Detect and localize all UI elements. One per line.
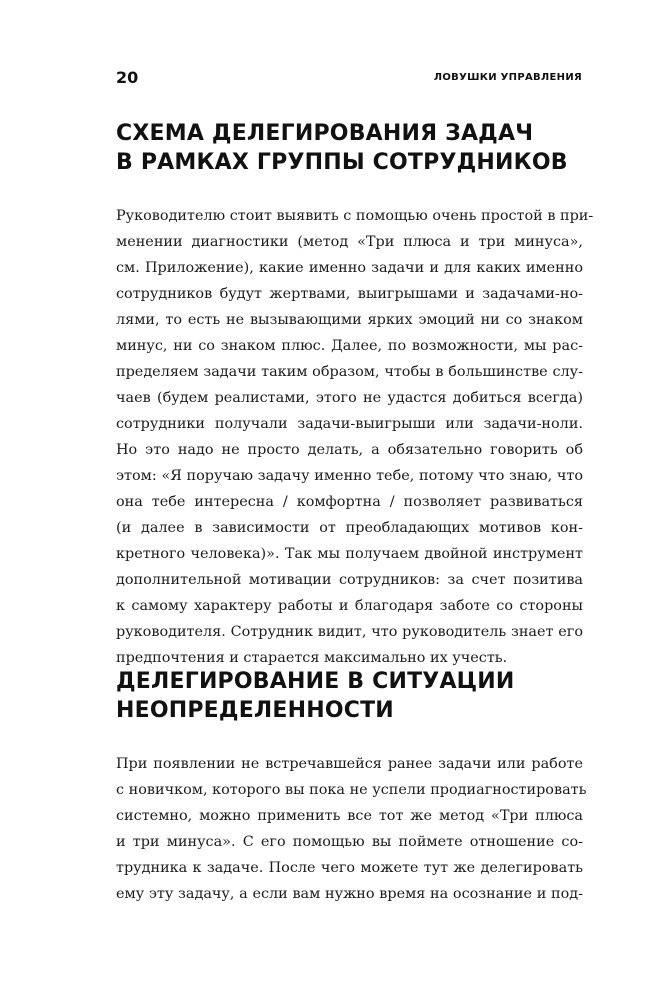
heading-line: СХЕМА ДЕЛЕГИРОВАНИЯ ЗАДАЧ xyxy=(116,121,534,146)
text-line: с новичком, которого вы пока не успели продиагностировать xyxy=(116,782,587,798)
text-line: лями, то есть не вызывающими ярких эмоций ни со знаком xyxy=(116,312,583,328)
text-line: минус, ни со знаком плюс. Далее, по возможности, мы рас- xyxy=(116,338,583,354)
heading-line: ДЕЛЕГИРОВАНИЕ В СИТУАЦИИ xyxy=(116,669,515,694)
text-line: руководителя. Сотрудник видит, что руководитель знает его xyxy=(116,624,583,640)
text-line: (и далее в зависимости от преобладающих мотивов кон- xyxy=(116,520,583,536)
text-line: Руководителю стоит выявить с помощью очень простой в при- xyxy=(116,208,594,224)
text-line: трудника к задаче. После чего можете тут же делегировать xyxy=(116,860,583,876)
text-line: предпочтения и старается максимально их учесть. xyxy=(116,650,508,666)
text-line: менении диагностики (метод «Три плюса и три минуса», xyxy=(116,234,583,250)
text-line: Но это надо не просто делать, а обязательно говорить об xyxy=(116,442,583,458)
text-line: системно, можно применить все тот же метод «Три плюса xyxy=(116,808,583,824)
running-head: ЛОВУШКИ УПРАВЛЕНИЯ xyxy=(433,72,582,83)
text-line: дополнительной мотивации сотрудников: за счет позитива xyxy=(116,572,583,588)
text-line: ему эту задачу, а если вам нужно время на осознание и под- xyxy=(116,886,583,902)
section-heading xyxy=(116,119,583,177)
heading-line: В РАМКАХ ГРУППЫ СОТРУДНИКОВ xyxy=(116,150,568,175)
section-delegation-scheme xyxy=(116,119,594,671)
section-delegation-uncertainty xyxy=(116,667,587,907)
body-paragraph xyxy=(116,203,594,671)
text-line: см. Приложение), какие именно задачи и для каких именно xyxy=(116,260,583,276)
text-line: к самому характеру работы и благодаря заботе со стороны xyxy=(116,598,583,614)
text-line: При появлении не встречавшейся ранее задачи или работе xyxy=(116,756,583,772)
text-line: сотрудников будут жертвами, выигрышами и задачами-но- xyxy=(116,286,583,302)
text-line: пределяем задачи таким образом, чтобы в большинстве слу- xyxy=(116,364,583,380)
text-line: и три минуса». С его помощью вы поймете отношение со- xyxy=(116,834,583,850)
text-line: этом: «Я поручаю задачу именно тебе, потому что знаю, что xyxy=(116,468,583,484)
body-paragraph xyxy=(116,751,587,907)
section-heading xyxy=(116,667,583,725)
heading-line: НЕОПРЕДЕЛЕННОСТИ xyxy=(116,698,394,723)
text-line: кретного человека)». Так мы получаем двойной инструмент xyxy=(116,546,583,562)
text-line: чаев (будем реалистами, этого не удастся добиться всегда) xyxy=(116,390,583,406)
text-line: сотрудники получали задачи-выигрыши или задачи-ноли. xyxy=(116,416,583,432)
text-line: она тебе интересна / комфортна / позволяет развиваться xyxy=(116,494,583,510)
page-number: 20 xyxy=(116,68,139,87)
